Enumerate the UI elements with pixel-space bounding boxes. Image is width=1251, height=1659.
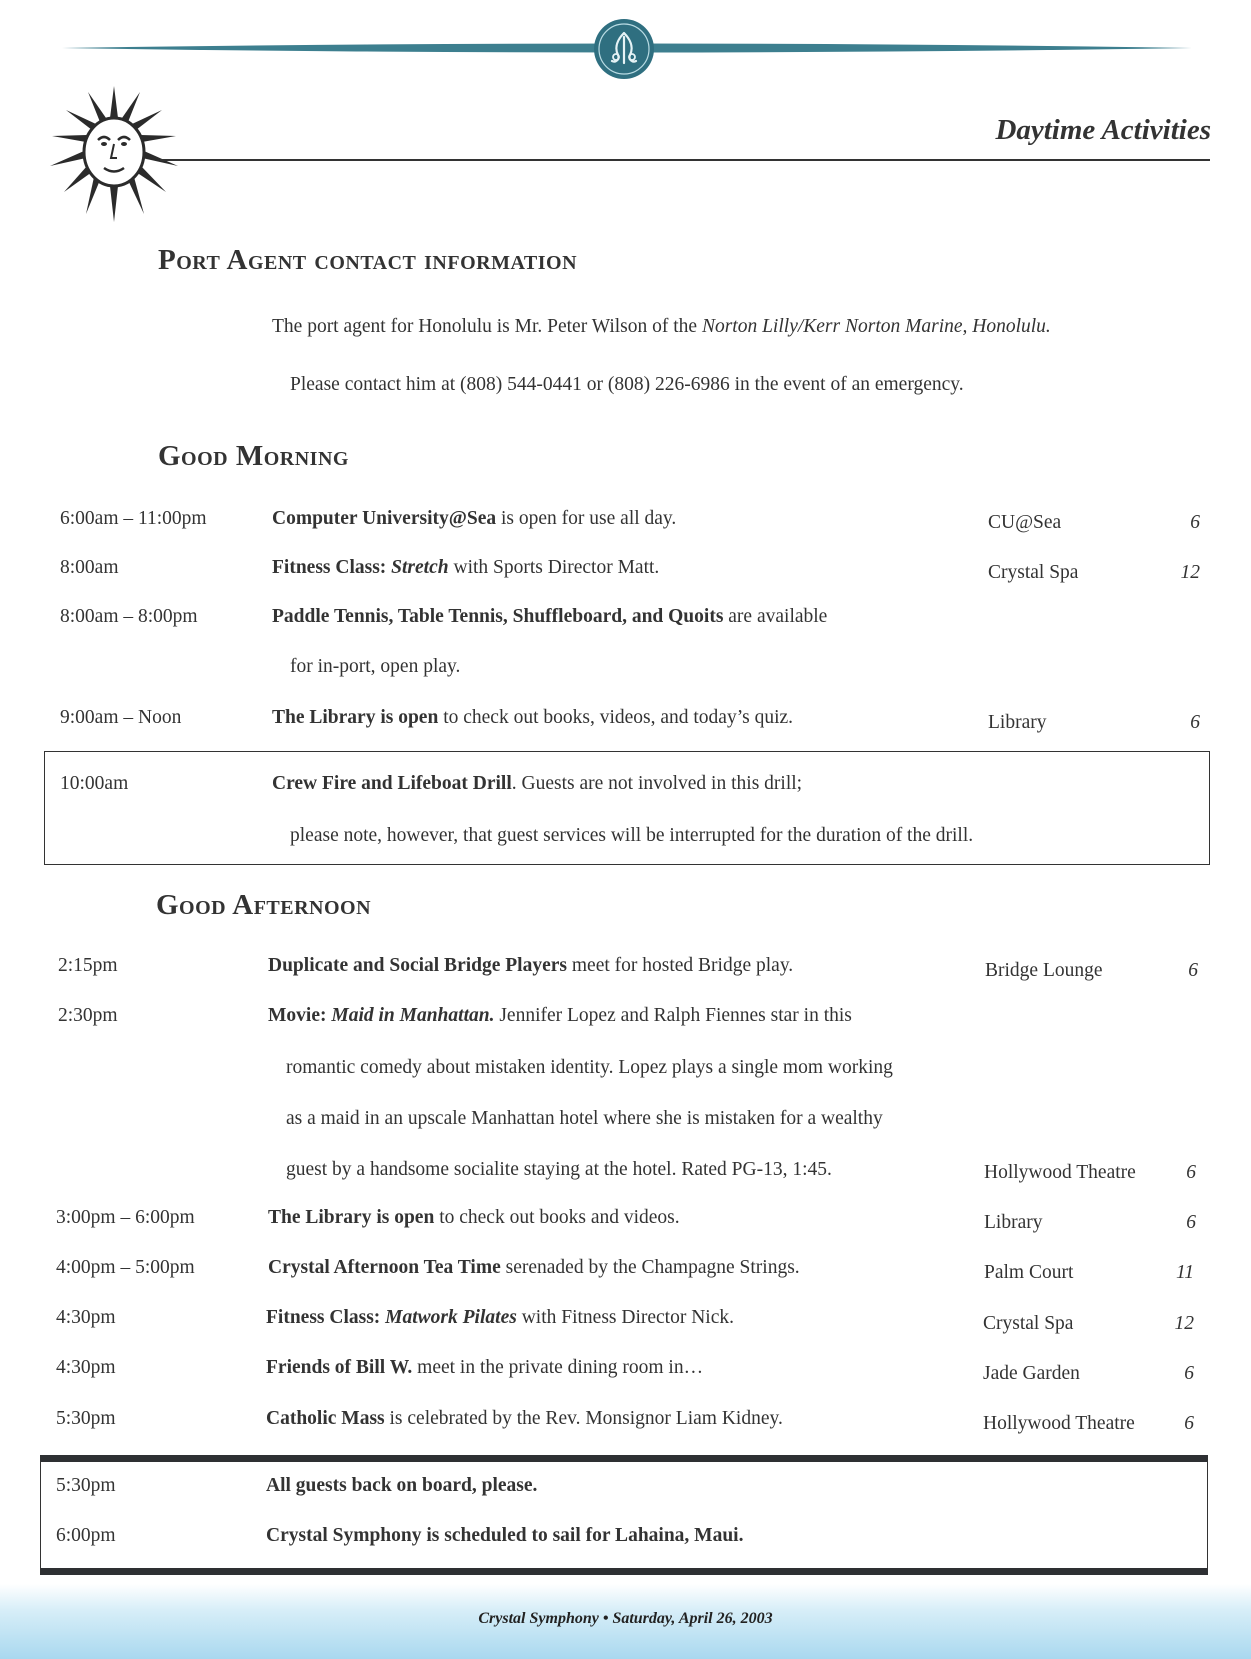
event-time: 9:00am – Noon (60, 707, 182, 728)
event-time: 5:30pm (56, 1475, 116, 1496)
sun-face-icon (44, 78, 184, 228)
event-time: 2:15pm (58, 955, 118, 976)
event-time: 8:00am – 8:00pm (60, 606, 198, 627)
event-location: Bridge Lounge (985, 960, 1103, 981)
event-description-continued: please note, however, that guest services will be interrupted for the duration of the drill. (290, 825, 974, 846)
event-deck: 6 (1184, 1413, 1194, 1434)
event-description-continued: guest by a handsome socialite staying at the hotel. Rated PG-13, 1:45. (286, 1159, 832, 1180)
page-title: Daytime Activities (995, 114, 1211, 146)
event-description: Movie: Maid in Manhattan. Jennifer Lopez and Ralph Fiennes star in this (268, 1005, 852, 1026)
crystal-emblem-icon (592, 17, 656, 81)
event-deck: 11 (1175, 1262, 1194, 1283)
event-deck: 6 (1186, 1212, 1196, 1233)
event-location: Palm Court (984, 1262, 1074, 1283)
departure-notice-box (40, 1455, 1208, 1575)
event-location: Library (984, 1212, 1043, 1233)
header-divider (160, 159, 1210, 161)
event-time: 6:00pm (56, 1525, 116, 1546)
event-time: 6:00am – 11:00pm (60, 508, 207, 529)
section-heading-afternoon: Good Afternoon (156, 889, 372, 921)
event-location: Jade Garden (983, 1363, 1080, 1384)
event-description: Catholic Mass is celebrated by the Rev. Monsignor Liam Kidney. (266, 1408, 783, 1429)
event-time: 4:30pm (56, 1307, 116, 1328)
event-location: CU@Sea (988, 512, 1062, 533)
all-aboard-notice: All guests back on board, please. (266, 1475, 538, 1496)
event-deck: 12 (1180, 562, 1200, 583)
event-location: Library (988, 712, 1047, 733)
event-description: Fitness Class: Stretch with Sports Director Matt. (272, 557, 660, 578)
event-deck: 12 (1174, 1313, 1194, 1334)
event-deck: 6 (1190, 712, 1200, 733)
event-description: Fitness Class: Matwork Pilates with Fitness Director Nick. (266, 1307, 734, 1328)
port-agent-line-2: Please contact him at (808) 544-0441 or (808) 226-6986 in the event of an emergency. (290, 374, 964, 395)
event-deck: 6 (1186, 1162, 1196, 1183)
event-description: Paddle Tennis, Table Tennis, Shuffleboard, and Quoits are available (272, 606, 828, 627)
event-description: Crystal Afternoon Tea Time serenaded by the Champagne Strings. (268, 1257, 800, 1278)
event-time: 5:30pm (56, 1408, 116, 1429)
event-time: 3:00pm – 6:00pm (56, 1207, 195, 1228)
port-agent-line-1: The port agent for Honolulu is Mr. Peter Wilson of the Norton Lilly/Kerr Norton Marine, Honolulu. (272, 316, 1051, 337)
sailing-notice: Crystal Symphony is scheduled to sail for Lahaina, Maui. (266, 1525, 744, 1546)
event-location: Hollywood Theatre (983, 1413, 1135, 1434)
event-description: The Library is open to check out books, videos, and today’s quiz. (272, 707, 794, 728)
section-heading-port-agent: Port Agent contact information (158, 244, 578, 276)
event-location: Crystal Spa (983, 1313, 1074, 1334)
event-time: 4:30pm (56, 1357, 116, 1378)
event-description: Crew Fire and Lifeboat Drill. Guests are not involved in this drill; (272, 773, 803, 794)
event-description: Computer University@Sea is open for use all day. (272, 508, 677, 529)
event-description-continued: romantic comedy about mistaken identity. Lopez plays a single mom working (286, 1057, 893, 1078)
event-time: 2:30pm (58, 1005, 118, 1026)
event-time: 4:00pm – 5:00pm (56, 1257, 195, 1278)
event-description: Duplicate and Social Bridge Players meet for hosted Bridge play. (268, 955, 794, 976)
event-time: 8:00am (60, 557, 119, 578)
event-time: 10:00am (60, 773, 129, 794)
event-description-continued: as a maid in an upscale Manhattan hotel where she is mistaken for a wealthy (286, 1108, 883, 1129)
section-heading-morning: Good Morning (158, 440, 349, 472)
event-location: Hollywood Theatre (984, 1162, 1136, 1183)
event-location: Crystal Spa (988, 562, 1079, 583)
event-deck: 6 (1184, 1363, 1194, 1384)
drill-notice-box (44, 751, 1210, 865)
event-deck: 6 (1188, 960, 1198, 981)
footer-date-line: Crystal Symphony • Saturday, April 26, 2003 (478, 1610, 773, 1627)
event-description: The Library is open to check out books and videos. (268, 1207, 680, 1228)
event-description: Friends of Bill W. meet in the private dining room in… (266, 1357, 704, 1378)
event-description-continued: for in-port, open play. (290, 656, 461, 677)
event-deck: 6 (1190, 512, 1200, 533)
